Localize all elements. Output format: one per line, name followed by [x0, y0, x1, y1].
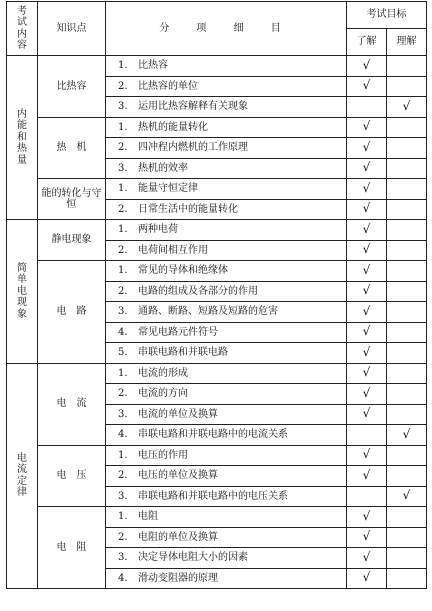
table-row	[7, 179, 427, 200]
item-number: 4.	[118, 429, 128, 440]
details-header: 分 项 细 目	[106, 2, 347, 56]
understand-cell: √	[347, 179, 387, 200]
comprehend-cell	[387, 158, 427, 179]
item-number: 2.	[118, 531, 128, 543]
item-text: 电压的作用	[138, 449, 188, 461]
item-number: 2.	[118, 142, 128, 153]
item-text: 两种电荷	[138, 224, 178, 235]
topic-name: 电 流	[38, 363, 106, 445]
comprehend-cell: √	[387, 486, 427, 507]
topic-name: 电 路	[38, 261, 106, 364]
comprehend-cell	[387, 466, 427, 487]
comprehend-cell	[387, 384, 427, 405]
comprehend-cell	[387, 76, 427, 97]
comprehend-cell	[387, 199, 427, 220]
item-text: 热机的能量转化	[138, 121, 208, 133]
comprehend-cell	[387, 117, 427, 138]
topic-name: 能的转化与守恒	[38, 179, 106, 220]
item-number: 1.	[118, 367, 128, 379]
table-row	[7, 445, 427, 466]
understand-cell: √	[347, 158, 387, 179]
header-row-1	[7, 2, 427, 29]
table-row	[7, 56, 427, 77]
item-detail	[106, 507, 347, 528]
understand-cell: √	[347, 568, 387, 589]
item-text: 通路、断路、短路及短路的危害	[138, 306, 278, 317]
understand-cell	[347, 97, 387, 118]
item-text: 日常生活中的能量转化	[138, 203, 238, 215]
comprehend-cell: √	[387, 97, 427, 118]
item-number: 1.	[118, 60, 128, 71]
understand-cell: √	[347, 466, 387, 487]
item-detail	[106, 343, 347, 364]
comprehend-cell	[387, 343, 427, 364]
understand-cell: √	[347, 404, 387, 425]
content-header-label: 考试内容	[17, 5, 27, 51]
item-detail	[106, 179, 347, 200]
item-detail	[106, 56, 347, 77]
topic-name: 热 机	[38, 117, 106, 179]
table-row	[7, 507, 427, 528]
comprehend-cell	[387, 322, 427, 343]
item-text: 常见电路元件符号	[138, 326, 218, 338]
item-text: 串联电路和并联电路中的电压关系	[138, 490, 288, 502]
topic-name: 静电现象	[38, 220, 106, 261]
item-number: 3.	[118, 490, 128, 502]
item-detail	[106, 548, 347, 569]
item-detail	[106, 76, 347, 97]
table-row	[7, 117, 427, 138]
section-name-label: 电流定律	[17, 452, 27, 499]
item-detail	[106, 302, 347, 323]
item-detail	[106, 404, 347, 425]
understand-cell: √	[347, 76, 387, 97]
item-text: 滑动变阻器的原理	[138, 572, 218, 584]
item-number: 1.	[118, 183, 128, 194]
comprehend-cell	[387, 527, 427, 548]
understand-cell: √	[347, 445, 387, 466]
item-detail	[106, 220, 347, 241]
item-text: 串联电路和并联电路	[138, 347, 228, 358]
item-text: 四冲程内燃机的工作原理	[138, 142, 248, 153]
item-detail	[106, 117, 347, 138]
item-text: 电阻	[138, 511, 158, 522]
item-number: 2.	[118, 470, 128, 481]
understand-cell: √	[347, 138, 387, 159]
topic-name: 电 压	[38, 445, 106, 507]
item-number: 2.	[118, 203, 128, 215]
item-detail	[106, 261, 347, 282]
understand-cell: √	[347, 261, 387, 282]
item-number: 2.	[118, 388, 128, 399]
understand-cell: √	[347, 343, 387, 364]
item-detail	[106, 466, 347, 487]
comprehend-cell	[387, 445, 427, 466]
item-detail	[106, 527, 347, 548]
item-detail	[106, 97, 347, 118]
knowledge-header: 知识点	[38, 2, 106, 56]
item-detail	[106, 486, 347, 507]
item-number: 3.	[118, 162, 128, 174]
comprehend-cell	[387, 220, 427, 241]
understand-cell: √	[347, 199, 387, 220]
item-detail	[106, 425, 347, 446]
item-detail	[106, 199, 347, 220]
item-detail	[106, 363, 347, 384]
item-detail	[106, 384, 347, 405]
item-number: 4.	[118, 326, 128, 338]
understand-cell: √	[347, 302, 387, 323]
item-detail	[106, 158, 347, 179]
item-detail	[106, 281, 347, 302]
comprehend-cell	[387, 302, 427, 323]
item-number: 5.	[118, 347, 128, 358]
understand-cell: √	[347, 281, 387, 302]
item-detail	[106, 445, 347, 466]
comprehend-cell	[387, 363, 427, 384]
section-name-label: 内能和热量	[17, 108, 27, 166]
item-number: 1.	[118, 511, 128, 522]
item-number: 3.	[118, 101, 128, 112]
comprehend-cell	[387, 261, 427, 282]
comprehend-cell	[387, 507, 427, 528]
level-comprehend-header: 理解	[387, 29, 427, 56]
item-text: 决定导体电阻大小的因素	[138, 552, 248, 563]
comprehend-cell	[387, 281, 427, 302]
table-row	[7, 220, 427, 241]
comprehend-cell	[387, 548, 427, 569]
understand-cell: √	[347, 220, 387, 241]
item-detail	[106, 322, 347, 343]
exam-outline-table	[6, 1, 427, 589]
item-number: 1.	[118, 449, 128, 461]
item-text: 能量守恒定律	[138, 183, 198, 194]
level-understand-header: 了解	[347, 29, 387, 56]
understand-cell: √	[347, 384, 387, 405]
section-name-label: 简单电现象	[17, 262, 27, 320]
item-text: 电流的形成	[138, 367, 188, 379]
comprehend-cell	[387, 568, 427, 589]
understand-cell	[347, 486, 387, 507]
understand-cell: √	[347, 117, 387, 138]
item-detail	[106, 138, 347, 159]
understand-cell: √	[347, 527, 387, 548]
table-row	[7, 363, 427, 384]
goal-header: 考试目标	[347, 2, 427, 29]
section-name	[7, 56, 38, 220]
item-number: 4.	[118, 572, 128, 584]
section-name	[7, 363, 38, 589]
comprehend-cell	[387, 138, 427, 159]
comprehend-cell	[387, 240, 427, 261]
item-number: 2.	[118, 285, 128, 297]
understand-cell: √	[347, 56, 387, 77]
item-detail	[106, 240, 347, 261]
section-name	[7, 220, 38, 364]
item-number: 1.	[118, 265, 128, 276]
understand-cell: √	[347, 322, 387, 343]
item-text: 电压的单位及换算	[138, 470, 218, 481]
understand-cell: √	[347, 507, 387, 528]
item-text: 运用比热容解释有关现象	[138, 101, 248, 112]
understand-cell	[347, 425, 387, 446]
topic-name: 比热容	[38, 56, 106, 118]
item-text: 热机的效率	[138, 162, 188, 174]
item-number: 2.	[118, 80, 128, 92]
item-number: 3.	[118, 552, 128, 563]
content-header	[7, 2, 38, 56]
comprehend-cell	[387, 179, 427, 200]
topic-name: 电 阻	[38, 507, 106, 589]
understand-cell: √	[347, 240, 387, 261]
item-text: 电流的单位及换算	[138, 408, 218, 420]
item-number: 1.	[118, 224, 128, 235]
comprehend-cell	[387, 404, 427, 425]
item-detail	[106, 568, 347, 589]
item-text: 电阻的单位及换算	[138, 531, 218, 543]
understand-cell: √	[347, 363, 387, 384]
item-number: 1.	[118, 121, 128, 133]
comprehend-cell: √	[387, 425, 427, 446]
item-number: 2.	[118, 244, 128, 256]
outline-body	[7, 2, 427, 589]
item-text: 电流的方向	[138, 388, 188, 399]
item-text: 常见的导体和绝缘体	[138, 265, 228, 276]
item-number: 3.	[118, 408, 128, 420]
table-row	[7, 261, 427, 282]
item-text: 串联电路和并联电路中的电流关系	[138, 429, 288, 440]
item-text: 电路的组成及各部分的作用	[138, 285, 258, 297]
item-text: 比热容	[138, 60, 168, 71]
item-text: 比热容的单位	[138, 80, 198, 92]
item-number: 3.	[118, 306, 128, 317]
understand-cell: √	[347, 548, 387, 569]
item-text: 电荷间相互作用	[138, 244, 208, 256]
comprehend-cell	[387, 56, 427, 77]
